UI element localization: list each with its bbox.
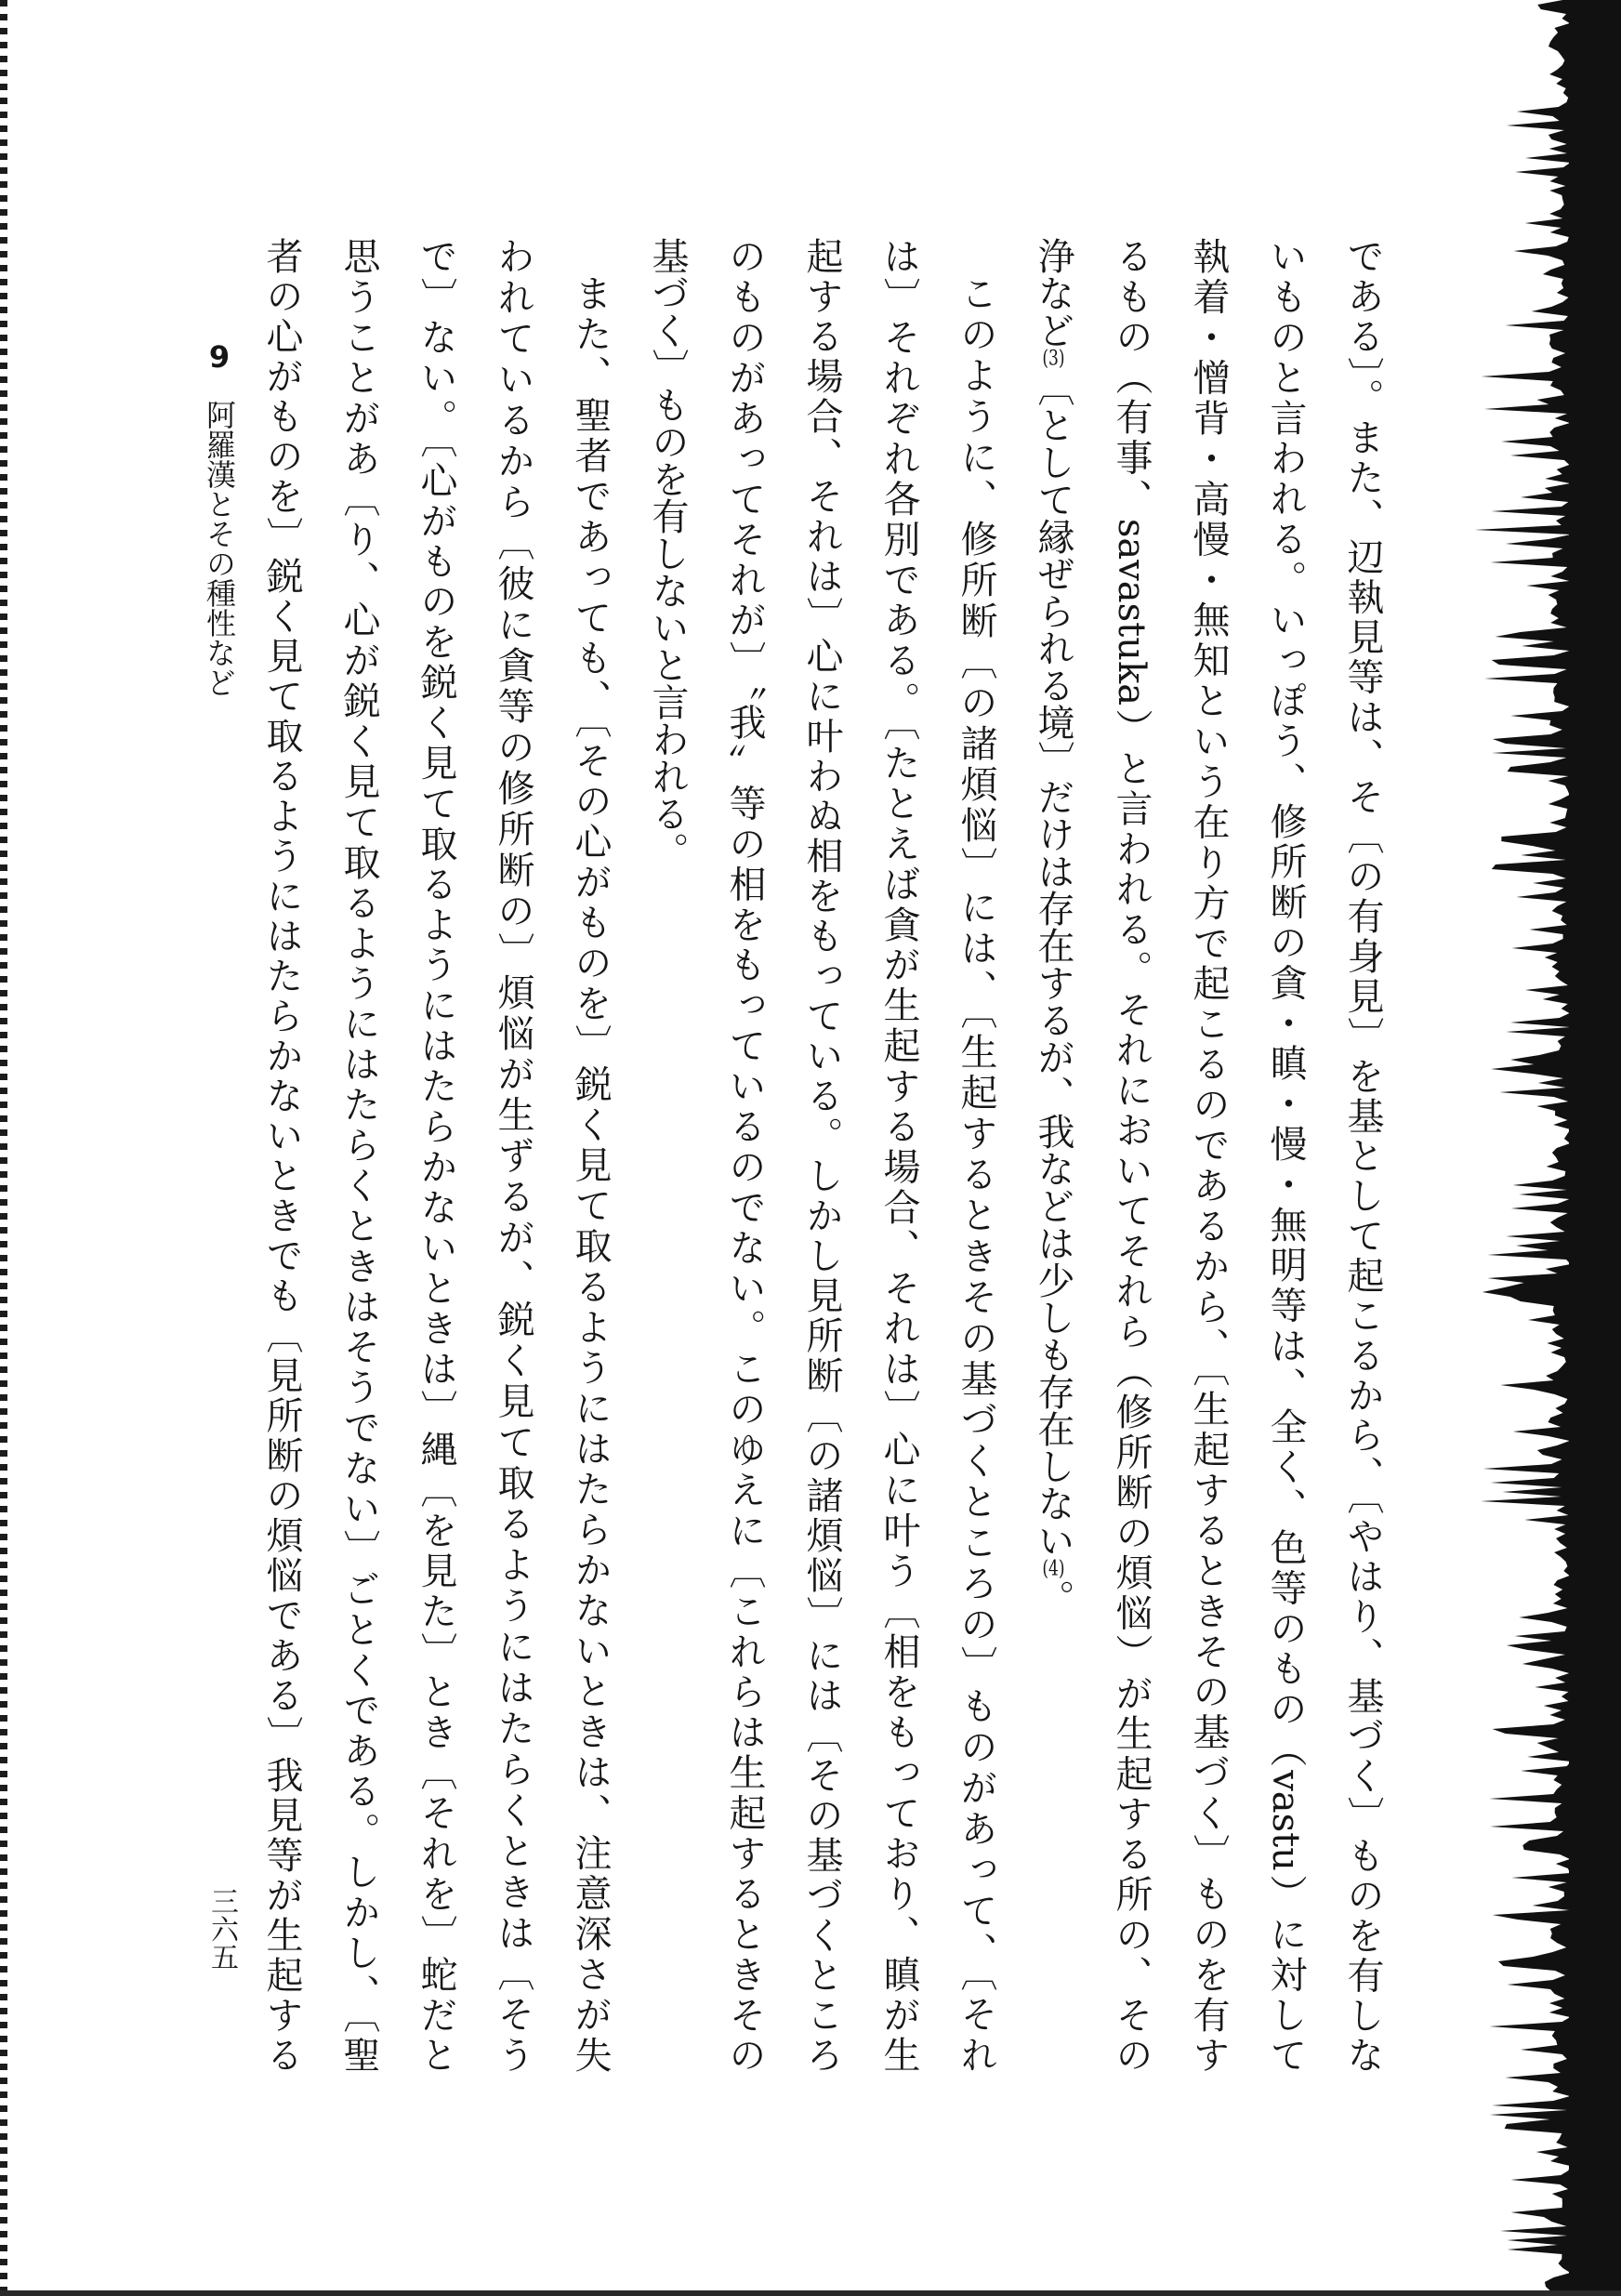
text-column: である〕。また、辺執見等は、そ〔の有身見〕を基として起こるから、〔やはり、基づく〕ものを有しな [1341, 237, 1384, 2074]
text-column: 基づく〕ものを有しないと言われる。 [646, 237, 689, 869]
page-number: 三六五 [205, 1887, 238, 1971]
scan-edge-spikes [1475, 0, 1621, 2296]
text-column: 起する場合、それは〕心に叶わぬ相をもっている。しかし見所断〔の諸煩悩〕には〔その基づくところ [800, 237, 843, 2073]
note-marker-3: (3) [1042, 349, 1065, 369]
text-column: また、聖者であっても、〔その心がものを〕鋭く見て取るようにはたらかないときは、注意深さが失 [569, 274, 612, 2073]
text-column: のものがあってそれが〕〝我〟等の相をもっているのでない。このゆえに〔これらは生起するときその [723, 237, 766, 2074]
text-column: るもの（有事、savastuka）と言われる。それにおいてそれら（修所断の煩悩）が生起する所の、その [1110, 237, 1153, 2073]
text-column: 思うことがあ〔り、心が鋭く見て取るようにはたらくときはそうでない〕ごとくである。しかし、〔聖 [337, 237, 380, 2074]
text-column: 執着・憎背・高慢・無知という在り方で起こるのであるから、〔生起するときその基づく〕ものを有す [1187, 237, 1230, 2073]
body-text [244, 237, 1401, 2073]
chapter-title: 阿羅漢とその種性など [202, 400, 237, 697]
note-marker-4: (4) [1042, 1559, 1065, 1579]
text-segment: 〔として縁ぜられる境〕だけは存在するが、我などは少しも存在しない [1032, 369, 1074, 1559]
text-column: で〕ない。〔心がものを鋭く見て取るようにはたらかないときは〕縄〔を見た〕とき〔それを〕蛇だと [415, 237, 457, 2073]
text-column: このように、修所断〔の諸煩悩〕には、〔生起するときその基づくところの〕ものがあって、〔それ [955, 274, 997, 2073]
text-column: は〕それぞれ各別である。〔たとえば貪が生起する場合、それは〕心に叶う〔相をもっており、瞋が生 [877, 237, 920, 2074]
chapter-number: 9 [208, 342, 231, 372]
scan-bottom-edge [0, 2290, 1621, 2296]
text-segment: 。 [1032, 1579, 1074, 1616]
running-head [201, 342, 238, 732]
text-column: 者の心がものを〕鋭く見て取るようにはたらかないときでも〔見所断の煩悩である〕我見等が生起する [260, 237, 303, 2073]
text-column [1014, 237, 1092, 2073]
scan-edge-shadow [1450, 0, 1621, 2296]
text-column: われているから〔彼に貪等の修所断の〕煩悩が生ずるが、鋭く見て取るようにはたらくときは〔そう [492, 237, 534, 2074]
text-segment: 浄など [1032, 237, 1074, 349]
text-column: いものと言われる。いっぽう、修所断の貪・瞋・慢・無明等は、全く、色等のもの（vastu）に対して [1264, 237, 1307, 2073]
scan-left-edge [0, 0, 7, 2296]
